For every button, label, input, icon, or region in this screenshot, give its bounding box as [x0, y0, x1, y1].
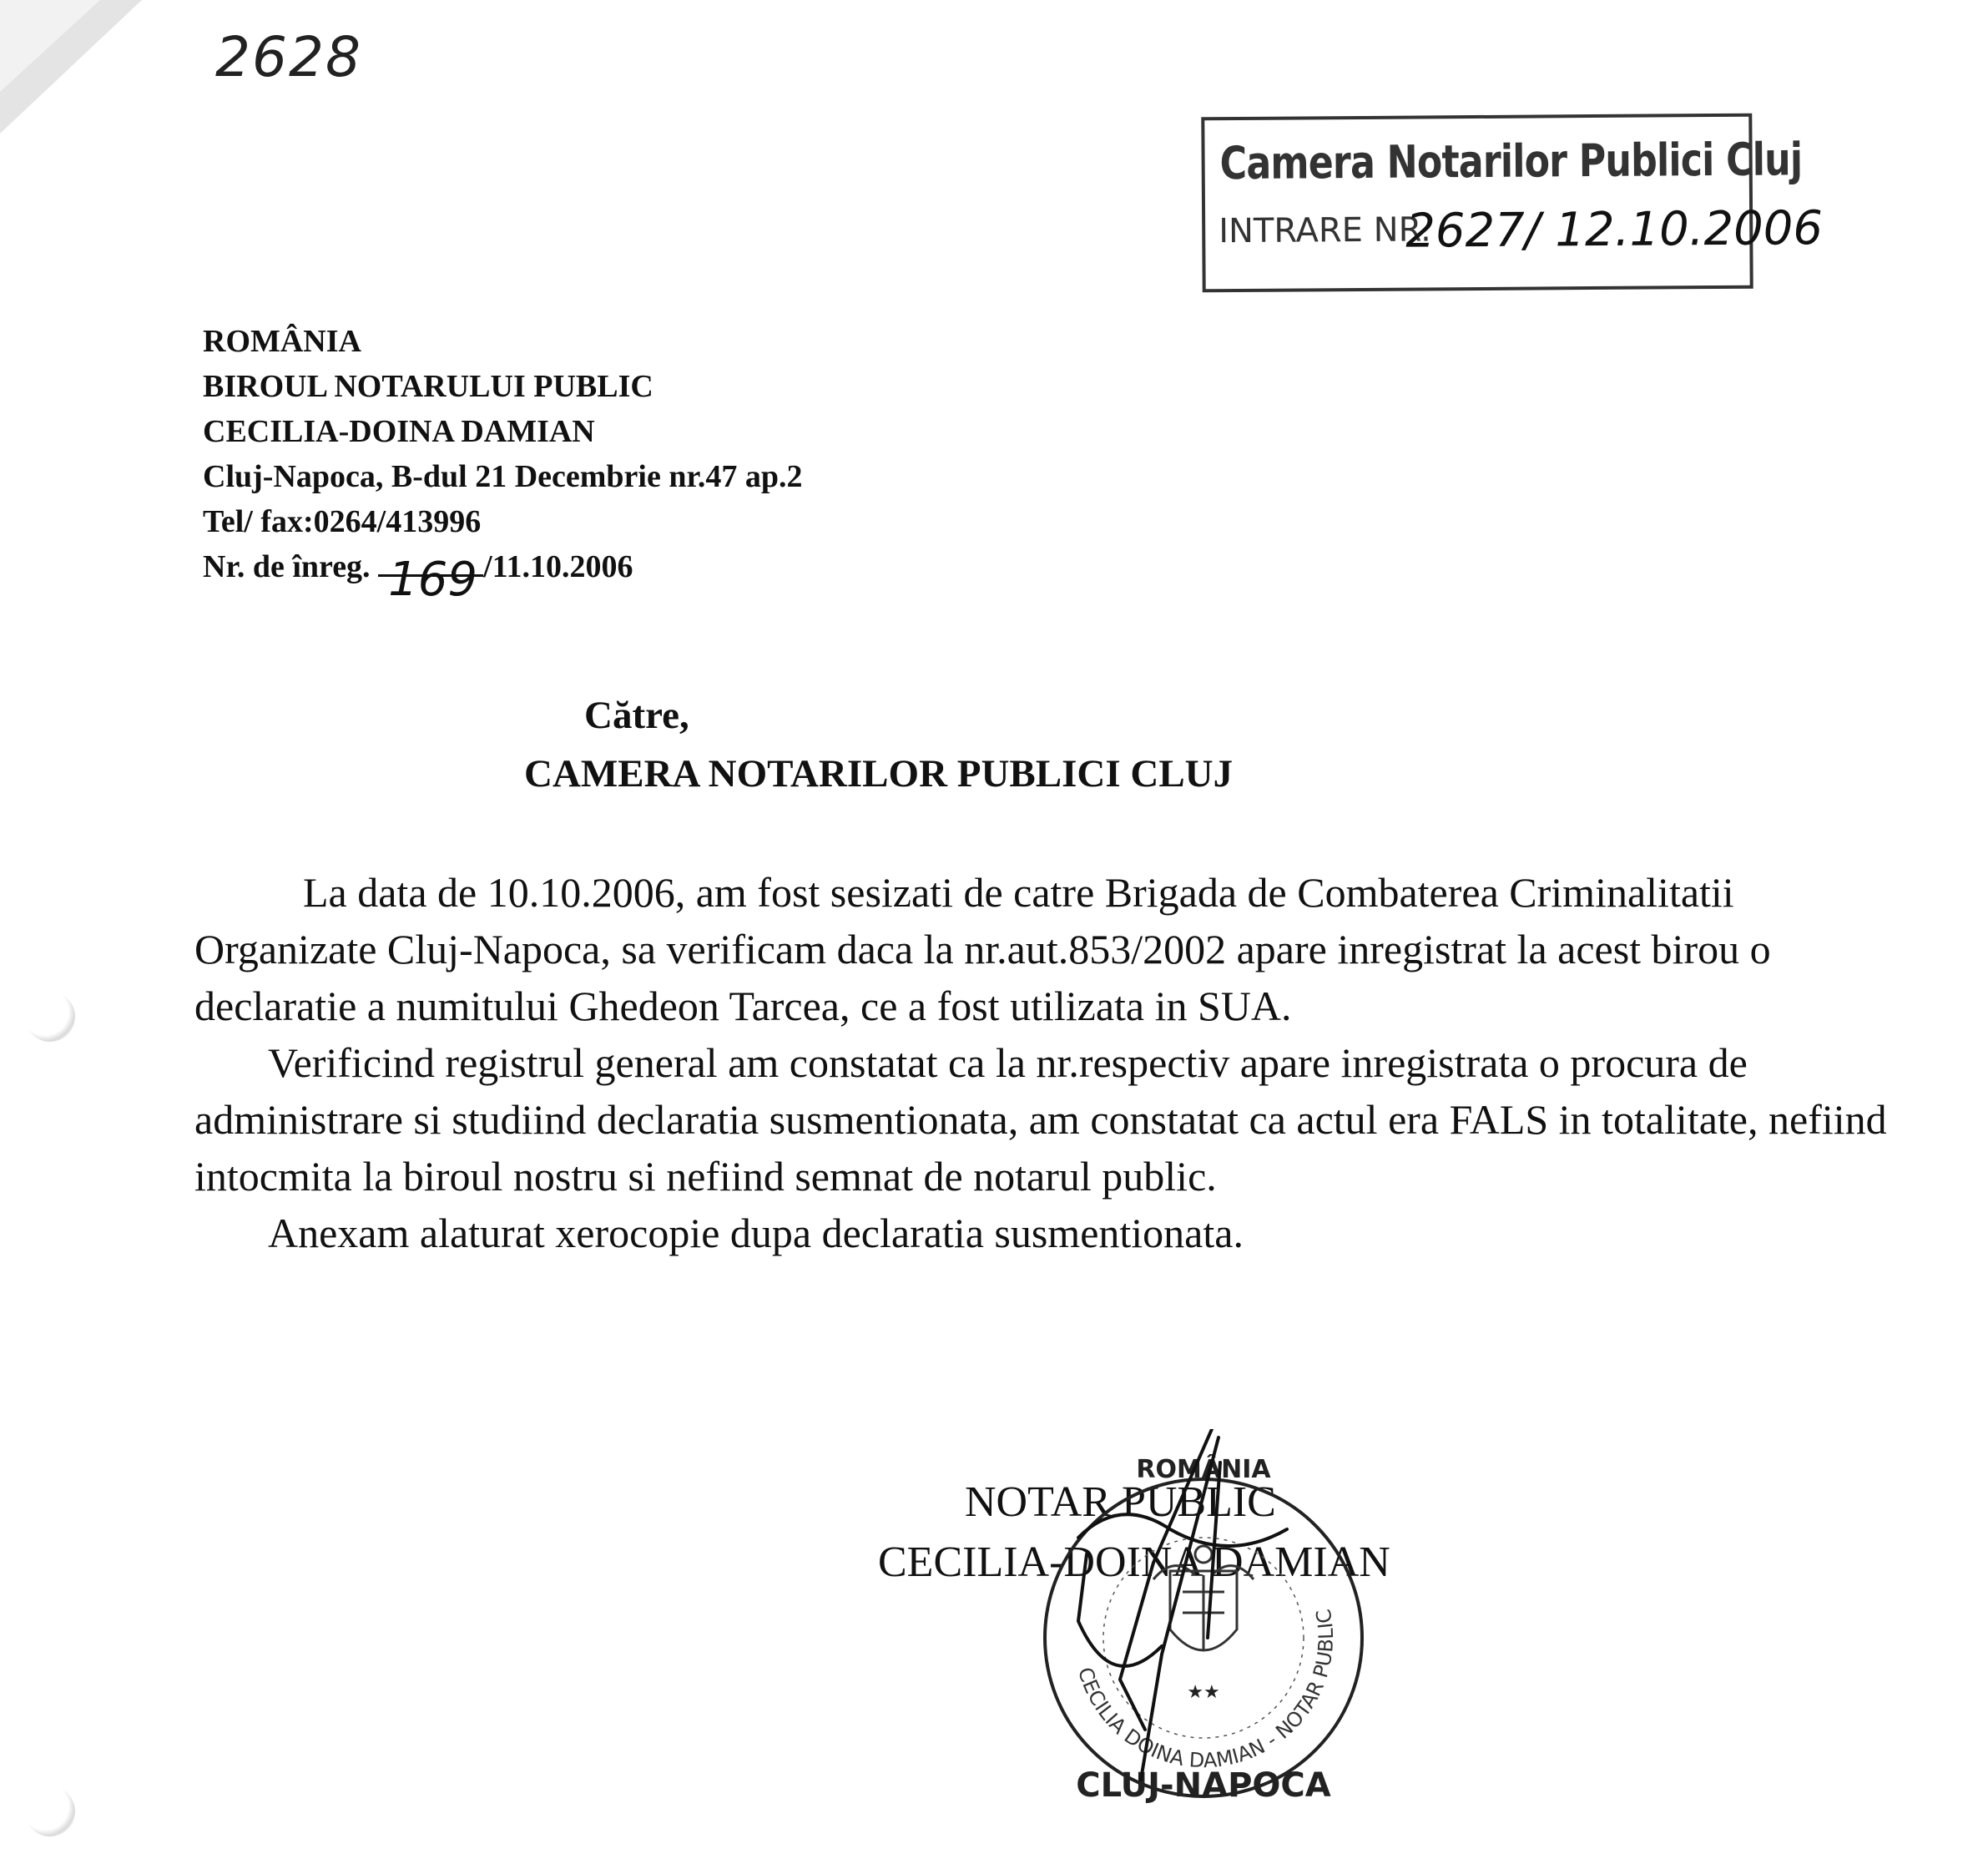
seal-stars: ★★ [1187, 1682, 1220, 1703]
registry-stamp-title: Camera Notarilor Publici Cluj [1219, 133, 1803, 190]
body-paragraph-1: La data de 10.10.2006, am fost sesizati de catre Brigada de Combaterea Criminalitatii Organizate Cluj-Napoca, sa verificam daca la nr.aut.853/2002 apare inregistrat la acest birou o declaratie a numitului Ghedeon Tarcea, ce a fost utilizata in SUA. [194, 869, 1771, 1029]
registry-entry-value: 2627/ 12.10.2006 [1405, 201, 1824, 259]
letter-body [194, 864, 1914, 1261]
registry-stamp [1201, 114, 1824, 293]
sender-name: CECILIA-DOINA DAMIAN [203, 414, 595, 449]
registry-entry-label: INTRARE NR. [1219, 210, 1431, 251]
punch-hole-lower [25, 1786, 75, 1836]
seal-ring-path-text: CECILIA DOINA DAMIAN - NOTAR PUBLIC [1072, 1607, 1339, 1773]
sender-country: ROMÂNIA [203, 324, 361, 359]
sender-address: Cluj-Napoca, B-dul 21 Decembrie nr.47 ap.2 [203, 459, 803, 494]
body-paragraph-2: Verificind registrul general am constatat ca la nr.respectiv apare inregistrata o procura de administrare si studiind declaratia susmentionata, am constatat ca actul era FALS in totalitate, nefiind intocmita la biroul nostru si nefiind semnat de notarul public. [194, 1039, 1887, 1200]
registration-prefix: Nr. de înreg. [203, 549, 371, 584]
handwritten-number: 2628 [215, 25, 362, 89]
signature-name: CECILIA-DOINA DAMIAN [878, 1538, 1390, 1586]
registration-date: /11.10.2006 [483, 549, 633, 584]
addressee-name: CAMERA NOTARILOR PUBLICI CLUJ [524, 752, 1234, 796]
signature-title: NOTAR PUBLIC [965, 1478, 1276, 1526]
folded-corner [0, 0, 150, 142]
punch-hole-upper [25, 992, 75, 1042]
body-paragraph-3: Anexam alaturat xerocopie dupa declaratia susmentionata. [268, 1210, 1244, 1256]
notary-seal [1028, 1429, 1379, 1846]
sender-office: BIROUL NOTARULUI PUBLIC [203, 369, 653, 404]
seal-top-text: ROMÂNIA [1136, 1455, 1271, 1484]
registration-number: 169 [388, 553, 477, 607]
sender-header [203, 319, 803, 607]
sender-phone: Tel/ fax:0264/413996 [203, 504, 482, 539]
registration-number-field [378, 553, 483, 607]
seal-bottom-text: CLUJ-NAPOCA [1076, 1766, 1331, 1805]
addressee-salutation: Către, [584, 694, 689, 737]
registration-line [203, 544, 802, 607]
